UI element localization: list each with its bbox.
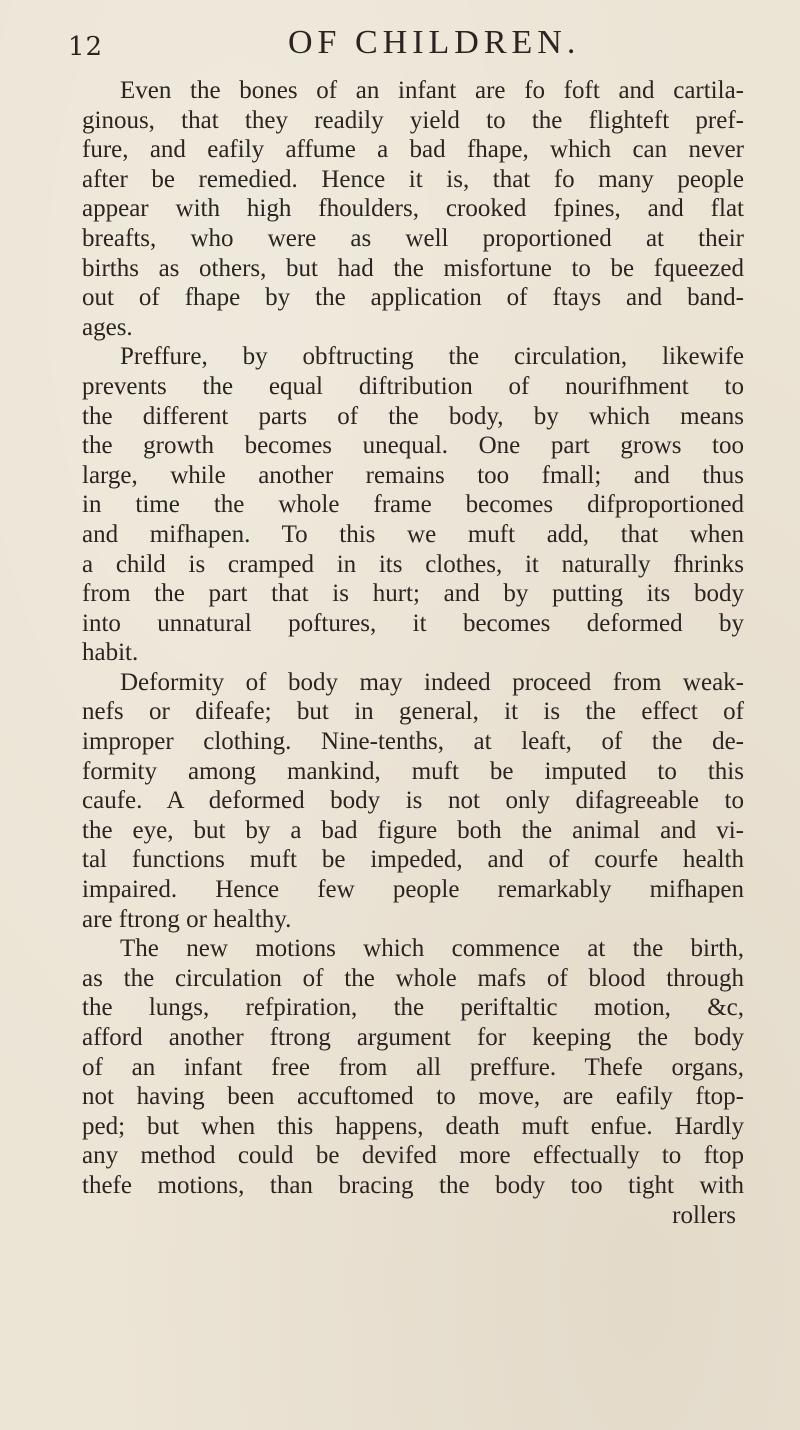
page-number: 12 — [68, 32, 104, 62]
text-line: in time the whole frame becomes difproportioned — [82, 491, 744, 519]
text-line: any method could be devifed more effectually to ftop — [82, 1142, 744, 1170]
text-line: Preffure, by obftructing the circulation, likewife — [120, 343, 744, 371]
text-line: are ftrong or healthy. — [82, 905, 292, 933]
text-line: Deformity of body may indeed proceed from weak- — [120, 668, 744, 696]
text-line: thefe motions, than bracing the body too tight with — [82, 1171, 744, 1199]
text-line: appear with high fhoulders, crooked fpines, and flat — [82, 195, 744, 223]
text-line: Even the bones of an infant are fo foft and cartila- — [120, 77, 744, 104]
text-line: and mifhapen. To this we muft add, that when — [82, 520, 744, 548]
running-title: OF CHILDREN. — [288, 24, 581, 61]
text-line: large, while another remains too fmall; and thus — [82, 461, 744, 489]
text-line: out of fhape by the application of ftays and band- — [82, 284, 744, 312]
text-line: fure, and eafily affume a bad fhape, which can never — [82, 136, 744, 164]
text-line: afford another ftrong argument for keeping the body — [82, 1024, 744, 1051]
text-line: tal functions muft be impeded, and of courfe health — [82, 846, 744, 874]
catchword: rollers — [672, 1201, 736, 1229]
text-line: impaired. Hence few people remarkably mifhapen — [82, 876, 744, 904]
text-line: caufe. A deformed body is not only difagreeable to — [82, 787, 744, 815]
text-line: after be remedied. Hence it is, that fo many people — [82, 165, 744, 193]
text-line: as the circulation of the whole mafs of blood through — [82, 964, 744, 992]
text-line: of an infant free from all preffure. Thefe organs, — [82, 1053, 744, 1081]
text-line: nefs or difeafe; but in general, it is the effect of — [82, 698, 744, 726]
text-line: the eye, but by a bad figure both the animal and vi- — [82, 816, 744, 844]
text-line: births as others, but had the misfortune to be fqueezed — [82, 254, 744, 282]
text-line: habit. — [82, 639, 139, 667]
text-line: the different parts of the body, by which means — [82, 402, 744, 430]
text-line: not having been accuftomed to move, are eafily ftop- — [82, 1083, 744, 1111]
body-text — [82, 76, 744, 1230]
running-head — [68, 24, 748, 68]
text-line: from the part that is hurt; and by putting its body — [82, 580, 744, 608]
text-line: improper clothing. Nine-tenths, at leaft, of the de- — [82, 728, 744, 756]
text-line: the growth becomes unequal. One part grows too — [82, 432, 744, 460]
text-line: ped; but when this happens, death muft enfue. Hardly — [82, 1112, 744, 1140]
text-line: breafts, who were as well proportioned at their — [82, 224, 744, 252]
text-line: The new motions which commence at the birth, — [120, 935, 744, 963]
text-line: a child is cramped in its clothes, it naturally fhrinks — [82, 550, 744, 578]
text-line: the lungs, refpiration, the periftaltic motion, &c, — [82, 994, 744, 1022]
text-line: into unnatural poftures, it becomes deformed by — [82, 609, 744, 637]
text-line: ages. — [82, 313, 133, 341]
text-line: prevents the equal diftribution of nourifhment to — [82, 372, 744, 400]
text-line: ginous, that they readily yield to the flighteft pref- — [82, 106, 744, 134]
text-line: formity among mankind, muft be imputed to this — [82, 757, 744, 785]
